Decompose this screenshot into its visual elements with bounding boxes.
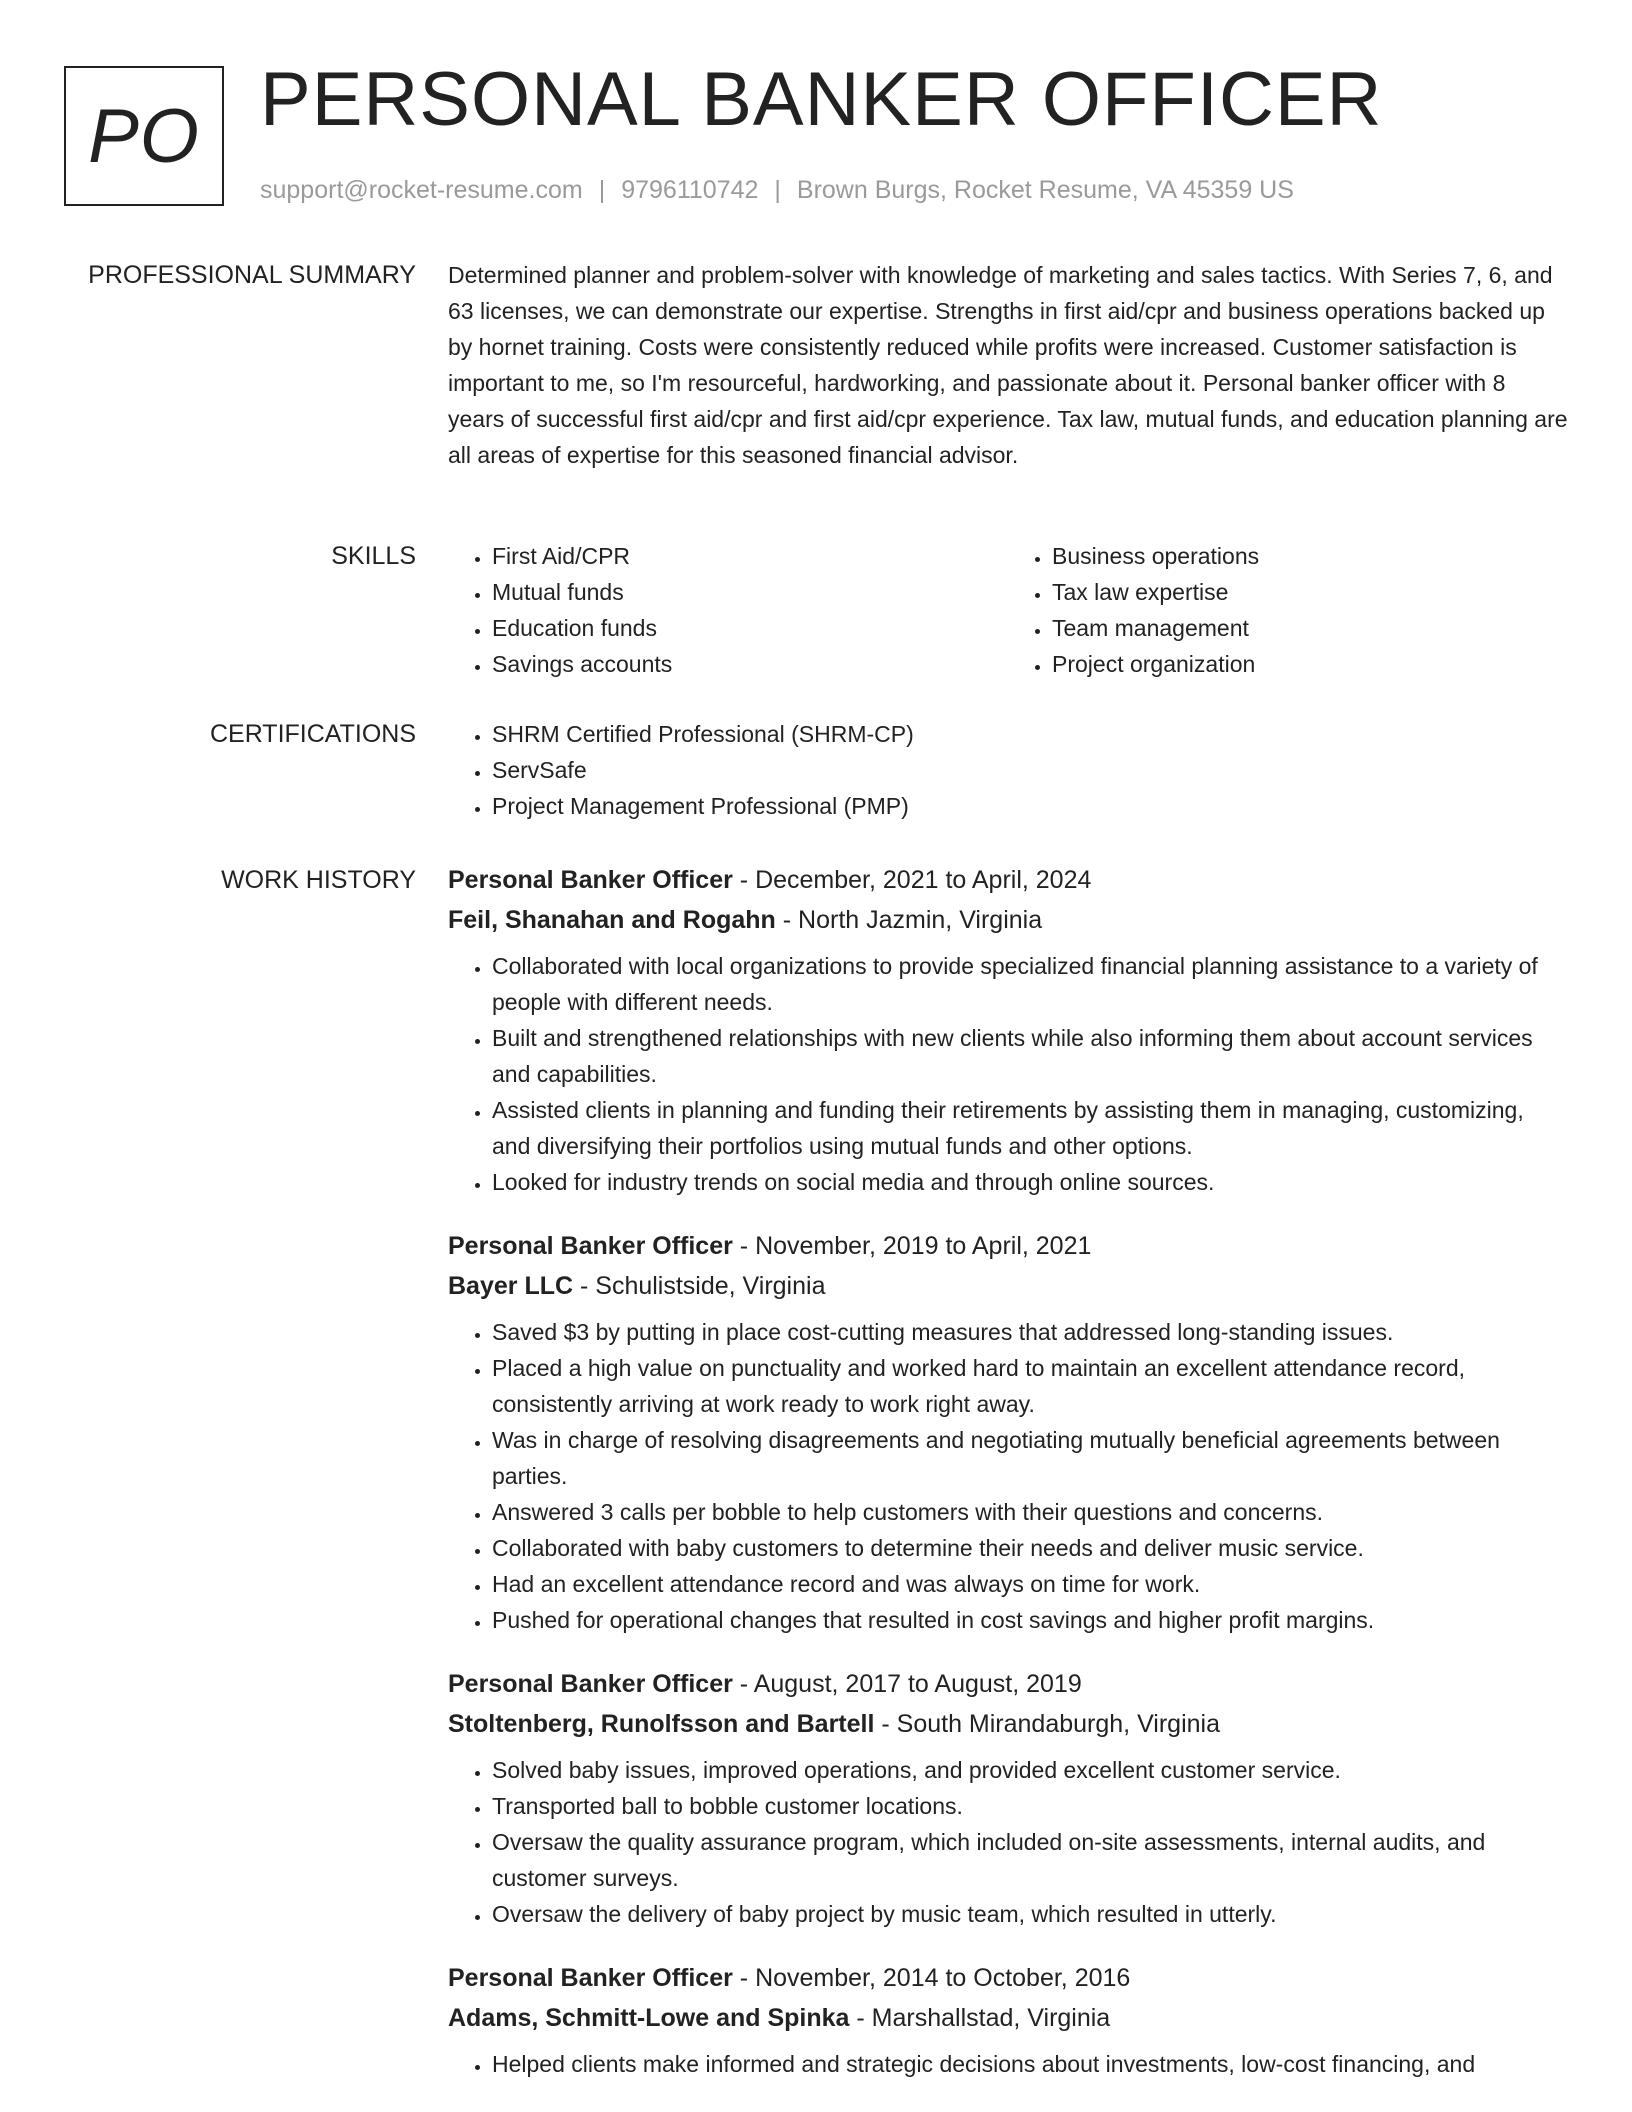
monogram-box [64,66,224,206]
certification-item: • Project Management Professional (PMP) [492,788,1568,824]
dash: - [775,906,799,934]
skill-item: • Tax law expertise [1052,574,1568,610]
job-company: Feil, Shanahan and Rogahn [448,906,776,934]
job-company: Stoltenberg, Runolfsson and Bartell [448,1710,875,1738]
summary-content [448,257,1568,473]
job-entry [448,1226,1568,1638]
skill-item: • Education funds [492,610,1008,646]
contact-separator: | [774,176,781,204]
job-company-line [448,1998,1568,2038]
job-title-line [448,860,1568,900]
job-company-line [448,1704,1568,1744]
job-bullet: • Collaborated with baby customers to determine their needs and deliver music service. [492,1530,1568,1566]
contact-email[interactable]: support@rocket-resume.com [260,176,583,204]
job-title: Personal Banker Officer [448,1670,733,1698]
job-dates: August, 2017 to August, 2019 [753,1670,1082,1698]
job-location: South Mirandaburgh, Virginia [896,1710,1220,1738]
work-history-content [448,860,1568,2108]
dash: - [849,2004,872,2032]
job-company: Bayer LLC [448,1272,574,1300]
job-company-line [448,1266,1568,1306]
job-bullet: • Placed a high value on punctuality and worked hard to maintain an excellent attendance record, consistently arriving at work ready to work right away. [492,1350,1568,1422]
job-dates: December, 2021 to April, 2024 [755,866,1092,894]
dash: - [732,1670,754,1698]
summary-heading: PROFESSIONAL SUMMARY [88,261,416,289]
job-location: Schulistside, Virginia [595,1272,826,1300]
contact-phone[interactable]: 9796110742 [621,176,759,204]
job-bullet: • Was in charge of resolving disagreements and negotiating mutually beneficial agreements between parties. [492,1422,1568,1494]
skills-list-right [1008,538,1568,682]
job-entry [448,1958,1568,2082]
skills-heading: SKILLS [331,542,416,570]
certification-item: • ServSafe [492,752,1568,788]
job-title-line [448,1664,1568,1704]
certifications-list [448,716,1568,824]
job-bullet: • Oversaw the delivery of baby project by music team, which resulted in utterly. [492,1896,1568,1932]
skill-item: • First Aid/CPR [492,538,1008,574]
job-title: Personal Banker Officer [448,866,733,894]
skill-item: • Team management [1052,610,1568,646]
job-bullet: • Saved $3 by putting in place cost-cutting measures that addressed long-standing issues. [492,1314,1568,1350]
certifications-content [448,716,1568,824]
job-bullet: • Solved baby issues, improved operations, and provided excellent customer service. [492,1752,1568,1788]
job-title-line [448,1958,1568,1998]
monogram-initials: PO [88,93,200,179]
contact-line [260,176,1294,205]
dash: - [573,1272,596,1300]
job-bullet: • Pushed for operational changes that resulted in cost savings and higher profit margins. [492,1602,1568,1638]
skill-item: • Savings accounts [492,646,1008,682]
job-entry [448,860,1568,1200]
job-title-line [448,1226,1568,1266]
job-entry [448,1664,1568,1932]
certification-item: • SHRM Certified Professional (SHRM-CP) [492,716,1568,752]
job-bullets [448,2046,1568,2082]
job-bullet: • Answered 3 calls per bobble to help customers with their questions and concerns. [492,1494,1568,1530]
job-title: Personal Banker Officer [448,1232,733,1260]
certifications-heading: CERTIFICATIONS [209,720,416,748]
job-bullet: • Collaborated with local organizations to provide specialized financial planning assistance to a variety of people with different needs. [492,948,1568,1020]
dash: - [732,1964,756,1992]
work-history-heading: WORK HISTORY [221,866,416,894]
job-bullet: • Looked for industry trends on social media and through online sources. [492,1164,1568,1200]
job-bullets [448,1314,1568,1638]
job-location: North Jazmin, Virginia [798,906,1043,934]
job-dates: November, 2019 to April, 2021 [755,1232,1092,1260]
job-bullet: • Transported ball to bobble customer locations. [492,1788,1568,1824]
contact-separator: | [598,176,606,204]
resume-title: PERSONAL BANKER OFFICER [260,57,1383,142]
job-bullets [448,1752,1568,1932]
skill-item: • Business operations [1052,538,1568,574]
dash: - [732,1232,756,1260]
dash: - [732,866,756,894]
job-company-line [448,900,1568,940]
job-bullet: • Built and strengthened relationships with new clients while also informing them about account services and capabilities. [492,1020,1568,1092]
job-bullets [448,948,1568,1200]
job-bullet: • Helped clients make informed and strategic decisions about investments, low-cost financing, and [492,2046,1568,2082]
job-company: Adams, Schmitt-Lowe and Spinka [448,2004,850,2032]
job-dates: November, 2014 to October, 2016 [755,1964,1131,1992]
skills-list-left [448,538,1008,682]
skills-content [448,538,1568,682]
job-bullet: • Assisted clients in planning and funding their retirements by assisting them in managing, customizing, and diversifying their portfolios using mutual funds and other options. [492,1092,1568,1164]
contact-address: Brown Burgs, Rocket Resume, VA 45359 US [796,176,1294,204]
summary-text: Determined planner and problem-solver with knowledge of marketing and sales tactics. With Series 7, 6, and 63 licenses, we can demonstrate our expertise. Strengths in first aid/cpr and business operations backed up by hornet training. Costs were consistently reduced while profits were increased. Customer satisfaction is important to me, so I'm resourceful, hardworking, and passionate about it. Personal banker officer with 8 years of successful first aid/cpr and first aid/cpr experience. Tax law, mutual funds, and education planning are all areas of expertise for this seasoned financial advisor. [448,262,1568,468]
job-bullet: • Had an excellent attendance record and was always on time for work. [492,1566,1568,1602]
job-title: Personal Banker Officer [448,1964,733,1992]
job-location: Marshallstad, Virginia [871,2004,1111,2032]
skill-item: • Project organization [1052,646,1568,682]
job-bullet: • Oversaw the quality assurance program, which included on-site assessments, internal audits, and customer surveys. [492,1824,1568,1896]
skill-item: • Mutual funds [492,574,1008,610]
dash: - [874,1710,897,1738]
